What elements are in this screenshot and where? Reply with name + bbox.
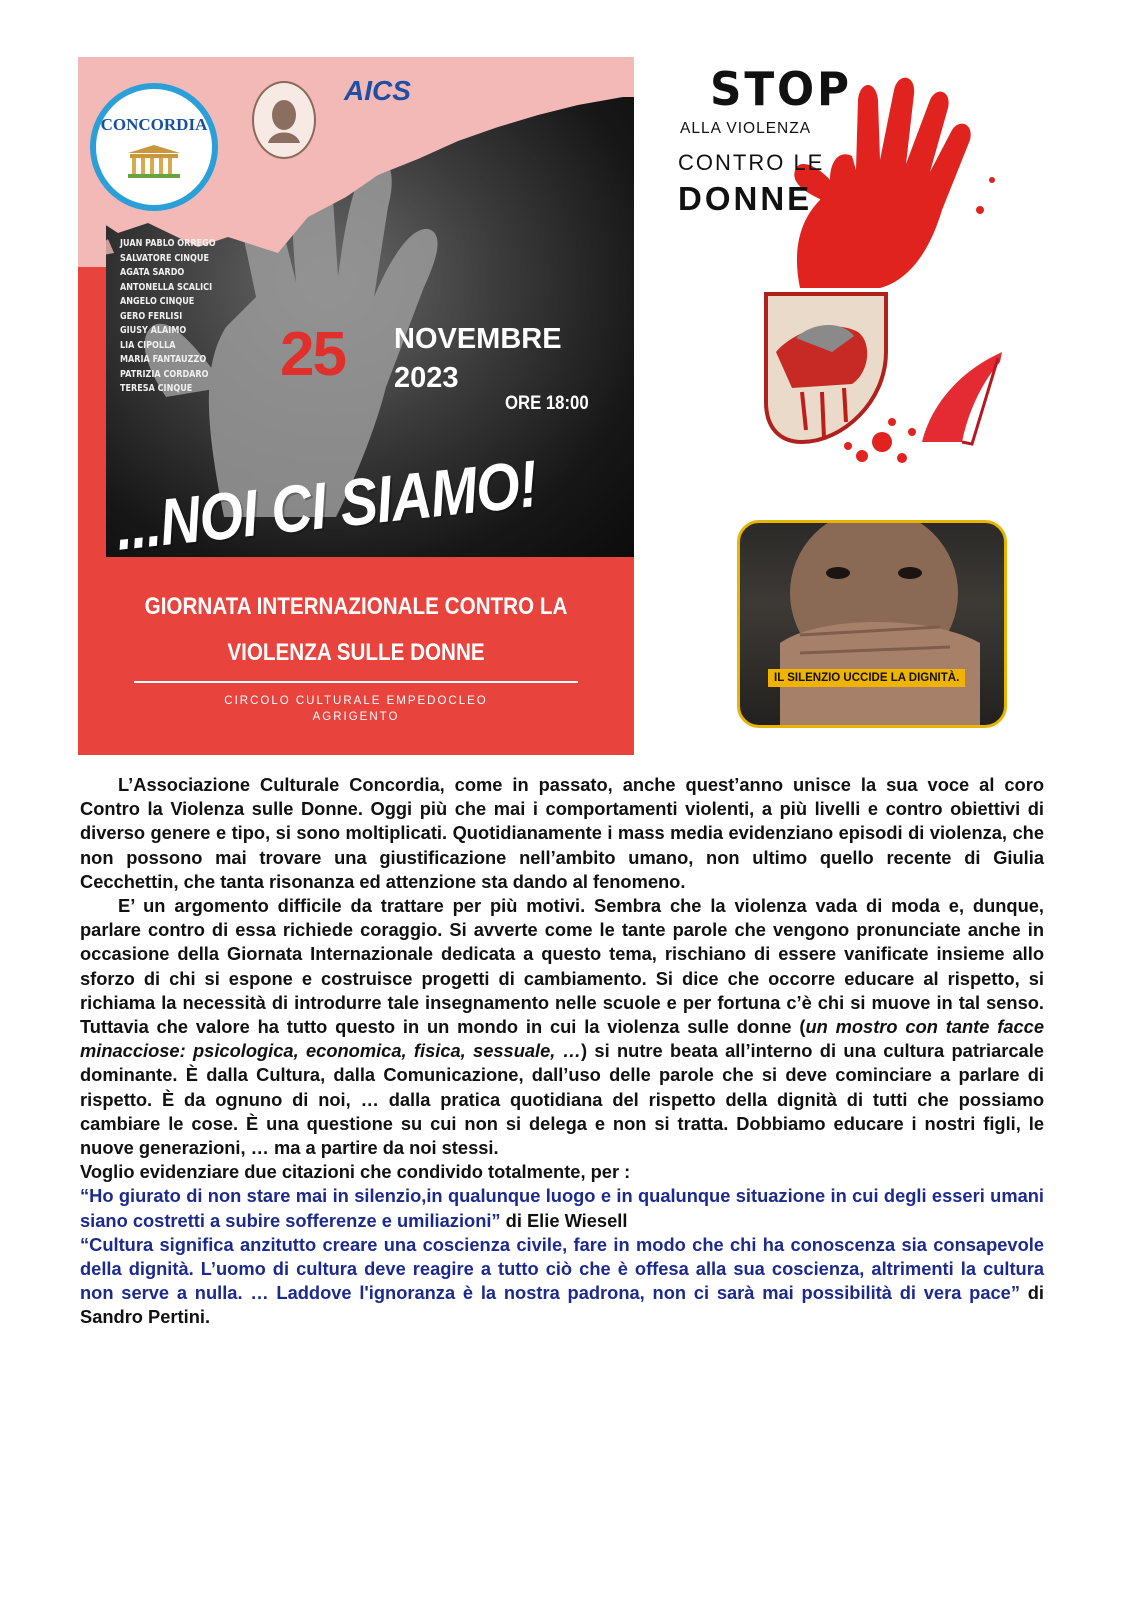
speaker-name: ANGELO CINQUE: [120, 296, 195, 307]
face-covered-mouth-illustration: [740, 523, 1004, 725]
paragraph-1: L’Associazione Culturale Concordia, come in passato, anche quest’anno unisce la sua voce al coro Contro la Violenza sulle Donne. Oggi più che mai i comportamenti violenti, a più livelli e contro obiettivi di diverso genere e tipo, si sono moltiplicati. Quotidianamente i mass media evidenziano episodi di violenza, che non possono mai trovare una giustificazione nell’ambito umano, non ultimo quello recente di Giulia Cecchettin, che tanta risonanza ed attenzione sta dando al fenomeno.: [80, 774, 1044, 892]
stop-violence-image: [680, 60, 1020, 290]
red-shoe-image: [762, 292, 1018, 468]
speaker-name: SALVATORE CINQUE: [120, 252, 209, 264]
poster-divider: [134, 681, 578, 683]
poster-slogan: ...NOI CI SIAMO!: [112, 446, 541, 564]
bust-icon: [254, 83, 314, 157]
quote-wiesel-text: “Ho giurato di non stare mai in silenzio,in qualunque luogo e in qualunque situazione in cui degli esseri umani siano costretti a subire sofferenze e umiliazioni”: [80, 1185, 1044, 1231]
event-time: ORE 18:00: [505, 393, 589, 414]
stop-heading: STOP: [710, 62, 852, 116]
speaker-name: TERESA CINQUE: [120, 383, 193, 394]
paragraph-2-part-2: ) si nutre beata all’interno di una cultura patriarcale dominante. È dalla Cultura, dalla Comunicazione, dall’uso delle parole che si deve cominciare a parlare di rispetto. È da ognuno di noi, … dalla pratica quotidiana del rispetto della dignità di tutti che possiamo cambiare le cose. È una questione su cui non si delega e non si tratta. Dobbiamo educare i nostri figli, le nuove generazioni, … ma a partire da noi stessi.: [80, 1040, 1044, 1159]
poster-organizer: CIRCOLO CULTURALE EMPEDOCLEO: [224, 695, 488, 707]
quote-pertini-text: “Cultura significa anzitutto creare una coscienza civile, fare in modo che chi ha conoscenza sia consapevole della dignità. L’uomo di cultura deve reagire a tutto ciò che è offesa alla sua coscienza, altrimenti la cultura non serve a nulla. … Laddove l'ignoranza è la nostra padrona, non ci sarà mai possibilità di vera pace”: [80, 1233, 1044, 1304]
stop-line-alla: ALLA VIOLENZA: [680, 120, 812, 137]
event-year: 2023: [394, 362, 459, 394]
event-month: NOVEMBRE: [394, 323, 562, 355]
poster-subtitle-line1: GIORNATA INTERNAZIONALE CONTRO LA: [144, 593, 568, 620]
silence-image: [737, 520, 1007, 728]
paragraph-2: [80, 894, 1044, 1160]
aics-logo: AICS: [344, 75, 411, 106]
article-body: [80, 773, 1044, 1330]
temple-icon: [124, 143, 184, 179]
speaker-name: LIA CIPOLLA: [120, 339, 176, 351]
poster-subtitle-line2: VIOLENZA SULLE DONNE: [227, 639, 485, 666]
stop-line-contro: CONTRO LE: [678, 150, 825, 175]
speaker-name: JUAN PABLO ORREGO: [120, 238, 216, 249]
event-poster: [78, 57, 634, 755]
quote-pertini: [80, 1233, 1044, 1330]
speaker-name: AGATA SARDO: [120, 267, 185, 278]
event-day: 25: [280, 320, 345, 389]
speaker-name: GERO FERLISI: [120, 310, 183, 322]
concordia-logo-label: CONCORDIA: [100, 115, 208, 134]
poster-location: AGRIGENTO: [312, 711, 400, 723]
red-shoe-illustration: [762, 292, 1018, 468]
concordia-logo: [90, 83, 218, 211]
speakers-list: [120, 237, 232, 397]
quote-wiesel-author: di Elie Wiesell: [500, 1209, 628, 1231]
speaker-name: PATRIZIA CORDARO: [120, 368, 209, 380]
quotes-intro: Voglio evidenziare due citazioni che condivido totalmente, per :: [80, 1161, 631, 1183]
speaker-name: GIUSY ALAIMO: [120, 325, 187, 336]
quote-wiesel: [80, 1184, 1044, 1232]
circolo-empedocleo-logo: [252, 81, 316, 159]
stop-line-donne: DONNE: [678, 180, 813, 217]
speaker-name: ANTONELLA SCALICI: [120, 281, 213, 293]
paragraph-2-italic: un mostro con tante facce minacciose: psicologica, economica, fisica, sessuale, …: [80, 1016, 1044, 1062]
speaker-name: MARIA FANTAUZZO: [120, 354, 207, 365]
quote-pertini-author: di Sandro Pertini.: [80, 1282, 1045, 1328]
silence-badge: IL SILENZIO UCCIDE LA DIGNITÀ.: [768, 669, 965, 687]
paragraph-2-part-1: E’ un argomento difficile da trattare per più motivi. Sembra che la violenza vada di moda e, dunque, parlare contro di essa richiede coraggio. Si avverte come le tante parole che vengono pronunciate anche in occasione della Giornata Internazionale dedicata a questo tema, rischiano di essere vanificate insieme allo sforzo di chi si espone e costruisce progetti di cambiamento. Si dice che occorre educare al rispetto, si richiama la necessità di introdurre tale insegnamento nelle scuole e per fortuna c’è chi si muove in tal senso. Tuttavia che valore ha tutto questo in un mondo in cui la violenza sulle donne (: [80, 895, 1044, 1038]
